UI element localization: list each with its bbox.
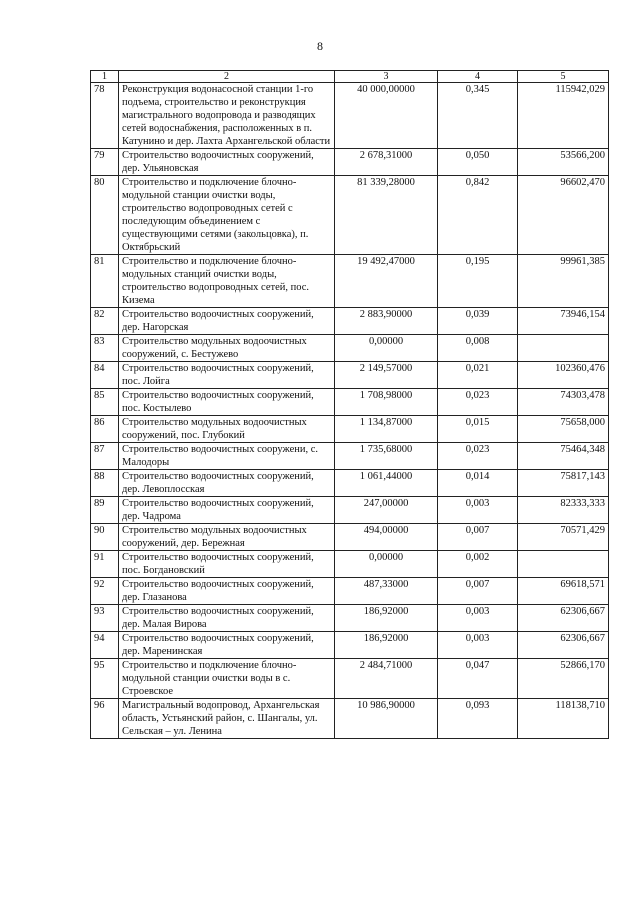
- table-row: [91, 551, 609, 578]
- table-row: [91, 389, 609, 416]
- object-name-cell: Строительство водоочистных сооружений, дер. Маренинская: [119, 632, 335, 659]
- header-row: [91, 71, 609, 83]
- cost-cell: 186,92000: [335, 605, 438, 632]
- capacity-cell: 0,195: [438, 255, 518, 308]
- cost-cell: 2 678,31000: [335, 149, 438, 176]
- capacity-cell: 0,015: [438, 416, 518, 443]
- capacity-cell: 0,003: [438, 632, 518, 659]
- table-row: [91, 416, 609, 443]
- object-name-cell: Строительство водоочистных сооружений, дер. Левоплосская: [119, 470, 335, 497]
- table-row: [91, 659, 609, 699]
- specific-cost-cell: 102360,476: [518, 362, 609, 389]
- capacity-cell: 0,002: [438, 551, 518, 578]
- object-name-cell: Строительство водоочистных сооружений, дер. Малая Вирова: [119, 605, 335, 632]
- object-name-cell: Строительство водоочистных сооружений, дер. Чадрома: [119, 497, 335, 524]
- header-col-3: 3: [335, 71, 438, 83]
- capacity-cell: 0,014: [438, 470, 518, 497]
- row-number-cell: 78: [91, 83, 119, 149]
- object-name-cell: Строительство и подключение блочно-модульных станций очистки воды, строительство водопроводных сетей, пос. Кизема: [119, 255, 335, 308]
- header-col-5: 5: [518, 71, 609, 83]
- specific-cost-cell: 99961,385: [518, 255, 609, 308]
- capacity-cell: 0,023: [438, 443, 518, 470]
- table-row: [91, 308, 609, 335]
- capacity-cell: 0,039: [438, 308, 518, 335]
- row-number-cell: 86: [91, 416, 119, 443]
- row-number-cell: 92: [91, 578, 119, 605]
- header-col-4: 4: [438, 71, 518, 83]
- row-number-cell: 87: [91, 443, 119, 470]
- table-body: [91, 83, 609, 739]
- capacity-cell: 0,047: [438, 659, 518, 699]
- header-col-1: 1: [91, 71, 119, 83]
- capacity-cell: 0,345: [438, 83, 518, 149]
- specific-cost-cell: 75658,000: [518, 416, 609, 443]
- page-number: 8: [317, 39, 323, 53]
- row-number-cell: 80: [91, 176, 119, 255]
- cost-cell: 494,00000: [335, 524, 438, 551]
- row-number-cell: 95: [91, 659, 119, 699]
- capacity-cell: 0,021: [438, 362, 518, 389]
- cost-cell: 487,33000: [335, 578, 438, 605]
- table-row: [91, 524, 609, 551]
- cost-cell: 40 000,00000: [335, 83, 438, 149]
- specific-cost-cell: 75464,348: [518, 443, 609, 470]
- object-name-cell: Строительство и подключение блочно-модульной станции очистки воды в с. Строевское: [119, 659, 335, 699]
- specific-cost-cell: 82333,333: [518, 497, 609, 524]
- table-row: [91, 443, 609, 470]
- capacity-cell: 0,023: [438, 389, 518, 416]
- table-row: [91, 176, 609, 255]
- specific-cost-cell: 73946,154: [518, 308, 609, 335]
- header-col-2: 2: [119, 71, 335, 83]
- cost-cell: 10 986,90000: [335, 699, 438, 739]
- specific-cost-cell: 118138,710: [518, 699, 609, 739]
- capacity-cell: 0,008: [438, 335, 518, 362]
- cost-cell: 1 061,44000: [335, 470, 438, 497]
- table-row: [91, 149, 609, 176]
- cost-cell: 1 735,68000: [335, 443, 438, 470]
- specific-cost-cell: 115942,029: [518, 83, 609, 149]
- table-row: [91, 632, 609, 659]
- row-number-cell: 89: [91, 497, 119, 524]
- object-name-cell: Строительство водоочистных сооружений, пос. Богдановский: [119, 551, 335, 578]
- cost-cell: 19 492,47000: [335, 255, 438, 308]
- capacity-cell: 0,093: [438, 699, 518, 739]
- row-number-cell: 82: [91, 308, 119, 335]
- object-name-cell: Строительство водоочистных сооружени, с. Малодоры: [119, 443, 335, 470]
- row-number-cell: 85: [91, 389, 119, 416]
- table-row: [91, 605, 609, 632]
- row-number-cell: 91: [91, 551, 119, 578]
- specific-cost-cell: [518, 551, 609, 578]
- object-name-cell: Строительство водоочистных сооружений, дер. Ульяновская: [119, 149, 335, 176]
- specific-cost-cell: 62306,667: [518, 632, 609, 659]
- object-name-cell: Строительство водоочистных сооружений, пос. Костылево: [119, 389, 335, 416]
- capacity-cell: 0,003: [438, 605, 518, 632]
- specific-cost-cell: 96602,470: [518, 176, 609, 255]
- specific-cost-cell: 69618,571: [518, 578, 609, 605]
- specific-cost-cell: [518, 335, 609, 362]
- table-row: [91, 83, 609, 149]
- object-name-cell: Строительство водоочистных сооружений, дер. Глазанова: [119, 578, 335, 605]
- capacity-cell: 0,007: [438, 578, 518, 605]
- specific-cost-cell: 70571,429: [518, 524, 609, 551]
- object-name-cell: Строительство водоочистных сооружений, дер. Нагорская: [119, 308, 335, 335]
- cost-cell: 0,00000: [335, 335, 438, 362]
- cost-cell: 1 134,87000: [335, 416, 438, 443]
- cost-cell: 2 883,90000: [335, 308, 438, 335]
- specific-cost-cell: 52866,170: [518, 659, 609, 699]
- table-row: [91, 470, 609, 497]
- specific-cost-cell: 53566,200: [518, 149, 609, 176]
- table-row: [91, 578, 609, 605]
- object-name-cell: Строительство водоочистных сооружений, пос. Лойга: [119, 362, 335, 389]
- row-number-cell: 83: [91, 335, 119, 362]
- table-row: [91, 699, 609, 739]
- capacity-cell: 0,003: [438, 497, 518, 524]
- row-number-cell: 88: [91, 470, 119, 497]
- table-row: [91, 255, 609, 308]
- cost-cell: 0,00000: [335, 551, 438, 578]
- document-table: [90, 70, 609, 739]
- cost-cell: 186,92000: [335, 632, 438, 659]
- capacity-cell: 0,050: [438, 149, 518, 176]
- object-name-cell: Магистральный водопровод, Архангельская область, Устьянский район, с. Шангалы, ул. Сельская – ул. Ленина: [119, 699, 335, 739]
- row-number-cell: 90: [91, 524, 119, 551]
- row-number-cell: 84: [91, 362, 119, 389]
- table-row: [91, 362, 609, 389]
- specific-cost-cell: 75817,143: [518, 470, 609, 497]
- row-number-cell: 81: [91, 255, 119, 308]
- capacity-cell: 0,842: [438, 176, 518, 255]
- table-row: [91, 497, 609, 524]
- object-name-cell: Строительство модульных водоочистных сооружений, дер. Бережная: [119, 524, 335, 551]
- cost-cell: 2 484,71000: [335, 659, 438, 699]
- row-number-cell: 94: [91, 632, 119, 659]
- cost-cell: 2 149,57000: [335, 362, 438, 389]
- row-number-cell: 96: [91, 699, 119, 739]
- object-name-cell: Реконструкция водонасосной станции 1-го подъема, строительство и реконструкция магистрального водопровода и разводящих сетей водоснабжения, расположенных в п. Катунино и дер. Лахта Архангельской области: [119, 83, 335, 149]
- table-header: [91, 71, 609, 83]
- specific-cost-cell: 62306,667: [518, 605, 609, 632]
- cost-cell: 1 708,98000: [335, 389, 438, 416]
- cost-cell: 247,00000: [335, 497, 438, 524]
- cost-cell: 81 339,28000: [335, 176, 438, 255]
- object-name-cell: Строительство модульных водоочистных сооружений, с. Бестужево: [119, 335, 335, 362]
- capacity-cell: 0,007: [438, 524, 518, 551]
- row-number-cell: 93: [91, 605, 119, 632]
- row-number-cell: 79: [91, 149, 119, 176]
- table-row: [91, 335, 609, 362]
- object-name-cell: Строительство модульных водоочистных сооружений, пос. Глубокий: [119, 416, 335, 443]
- specific-cost-cell: 74303,478: [518, 389, 609, 416]
- object-name-cell: Строительство и подключение блочно-модульной станции очистки воды, строительство водопроводных сетей с последующим объединением с существующими сетями (закольцовка), п. Октябрьский: [119, 176, 335, 255]
